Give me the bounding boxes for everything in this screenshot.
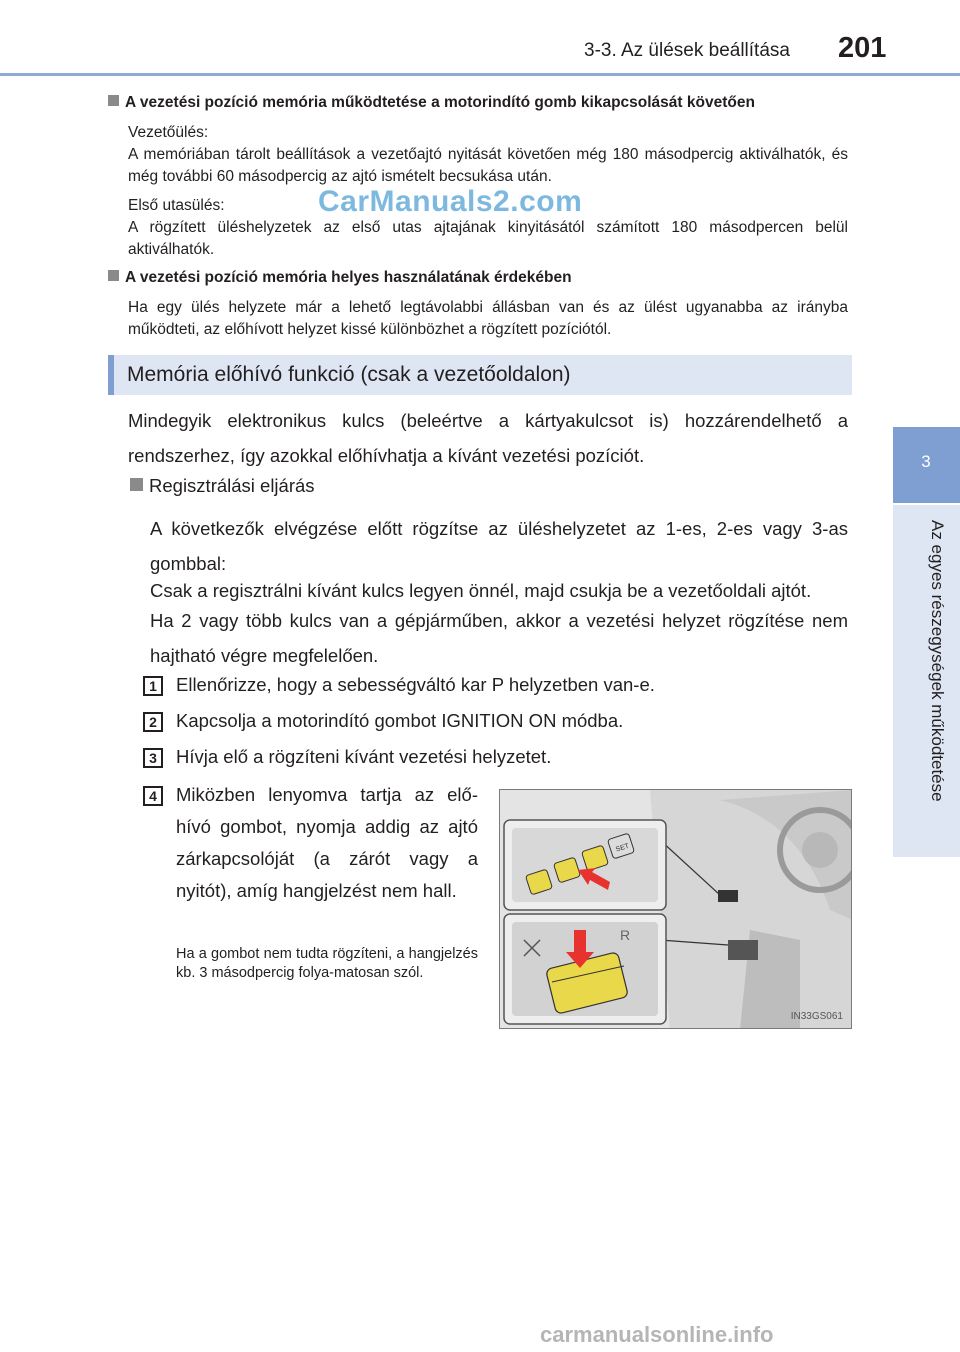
watermark-bottom: carmanualsonline.info: [540, 1322, 774, 1347]
bullet-square-icon: [108, 270, 119, 281]
section-bar-accent: [108, 355, 114, 395]
header-rule: [0, 73, 960, 76]
topic-heading-text: A vezetési pozíció memória működtetése a motorindító gomb kikapcsolását követően: [125, 94, 755, 111]
paragraph-text: A memóriában tárolt beállítások a vezetőajtó nyitását követően még 180 másodpercig aktiválhatók, és még további 60 másodpercig az ajtó ismételt becsukása után.: [128, 146, 848, 185]
step-text: Ellenőrizze, hogy a sebességváltó kar P helyzetben van-e.: [176, 674, 655, 695]
section-title: Memória előhívó funkció (csak a vezetőoldalon): [127, 363, 571, 386]
sub-heading-text: Regisztrálási eljárás: [149, 475, 315, 496]
step-text: Kapcsolja a motorindító gombot IGNITION ON módba.: [176, 710, 624, 731]
chapter-title: Az egyes részegységek működtetése: [928, 520, 947, 802]
topic-heading: [108, 269, 572, 287]
bullet-square-icon: [108, 95, 119, 106]
paragraph-label: Vezetőülés:: [128, 124, 209, 141]
figure-code: IN33GS061: [790, 1011, 843, 1022]
topic-heading: [108, 94, 755, 112]
section-intro: Mindegyik elektronikus kulcs (beleértve a kártyakulcsot is) hozzárendelhető a rendszerhez, így azokkal előhívhatja a kívánt vezetési pozíciót.: [128, 410, 848, 466]
paragraph-text: Ha egy ülés helyzete már a lehető legtávolabbi állásban van és az ülést ugyanabba az irányba működteti, az előhívott helyzet kissé különbözhet a rögzített pozíciótól.: [128, 299, 848, 338]
sub-heading: [130, 475, 315, 497]
step-text: Hívja elő a rögzíteni kívánt vezetési helyzetet.: [176, 746, 552, 767]
procedure-paragraph: Ha 2 vagy több kulcs van a gépjárműben, akkor a vezetési helyzet rögzítése nem hajtható végre megfelelően.: [150, 610, 848, 666]
paragraph-text: A rögzített üléshelyzetek az első utas ajtajának kinyitásától számított 180 másodpercen belül aktiválhatók.: [128, 219, 848, 258]
step-number: 4: [143, 786, 163, 806]
topic-paragraph: [128, 122, 848, 188]
running-header-title: 3-3. Az ülések beállítása: [584, 40, 790, 61]
watermark-top: CarManuals2.com: [318, 185, 583, 218]
step-text: Miközben lenyomva tartja az elő-hívó gombot, nyomja addig az ajtó zárkapcsolóját (a zárót vagy a nyitót), amíg hangjelzést nem hall.: [176, 784, 478, 901]
step-number: 3: [143, 748, 163, 768]
paragraph-label: Első utasülés:: [128, 197, 225, 214]
procedure-paragraph: A következők elvégzése előtt rögzítse az üléshelyzetet az 1-es, 2-es vagy 3-as gombbal:: [150, 518, 848, 574]
chapter-number: 3: [921, 452, 931, 471]
illustration-drawing: [500, 790, 852, 1029]
bullet-square-icon: [130, 478, 143, 491]
step-note: Ha a gombot nem tudta rögzíteni, a hangjelzés kb. 3 másodpercig folya-matosan szól.: [176, 946, 478, 981]
procedure-paragraph: Csak a regisztrálni kívánt kulcs legyen önnél, majd csukja be a vezetőoldali ajtót.: [150, 580, 812, 601]
topic-heading-text: A vezetési pozíció memória helyes használatának érdekében: [125, 269, 572, 286]
page-number: 201: [838, 32, 887, 64]
set-button-label: SET: [614, 842, 631, 854]
svg-text:R: R: [620, 927, 631, 943]
step-number: 1: [143, 676, 163, 696]
step-number: 2: [143, 712, 163, 732]
door-switch-illustration: [499, 789, 852, 1029]
